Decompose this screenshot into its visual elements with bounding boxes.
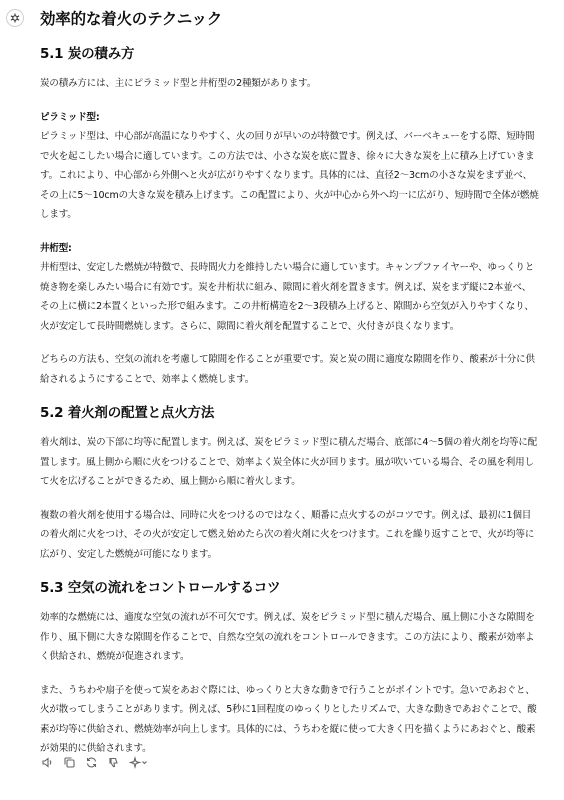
section-5-1-outro: どちらの方法も、空気の流れを考慮して隙間を作ることが重要です。炭と炭の間に適度な隙間を作り、酸素が十分に供給されるようにすることで、効率よく燃焼します。: [40, 354, 535, 385]
section-5-3-p1: 効率的な燃焼には、適度な空気の流れが不可欠です。例えば、炭をピラミッド型に積んだ場合、風上側に小さな隙間を作り、風下側に大きな隙間を作ることで、自然な空気の流れをコントロールできます。この方法により、酸素が効率よく供給され、燃焼が促進されます。: [40, 612, 535, 662]
message-action-bar: [40, 755, 150, 769]
section-5-2-p1: 着火剤は、炭の下部に均等に配置します。例えば、炭をピラミッド型に積んだ場合、底部に4〜5個の着火剤を均等に配置します。風上側から順に火をつけることで、効率よく炭全体に火が回ります。風が吹いている場合、その風を利用して火を広げることができるため、風上側から順に着火します。: [40, 437, 538, 487]
message-title: 効率的な着火のテクニック: [40, 10, 223, 28]
section-5-1-intro: 炭の積み方には、主にピラミッド型と井桁型の2種類があります。: [40, 78, 317, 89]
openai-logo-icon: [9, 12, 21, 24]
section-heading-5-3: 5.3 空気の流れをコントロールするコツ: [40, 580, 281, 596]
copy-button[interactable]: [62, 755, 76, 769]
model-switch-button[interactable]: [128, 755, 150, 769]
section-5-2-p2: 複数の着火剤を使用する場合は、同時に火をつけるのではなく、順番に点火するのがコツです。例えば、最初に1個目の着火剤に火をつけ、その火が安定して燃え始めたら次の着火剤に火をつけます。これを繰り返すことで、火が均等に広がり、安定した燃焼が可能になります。: [40, 509, 535, 560]
thumbs-down-button[interactable]: [106, 755, 120, 769]
regenerate-button[interactable]: [84, 755, 98, 769]
section-5-3-p2: また、うちわや扇子を使って炭をあおぐ際には、ゆっくりと大きな動きで行うことがポイントです。急いであおぐと、火が散ってしまうことがあります。例えば、5秒に1回程度のゆっくりとしたリズムで、大きな動きであおぐことで、酸素が均等に供給され、燃焼効率が向上します。具体的には、うちわを縦に使って大きく円を描くようにあおぐと、酸素が効果的に供給されます。: [40, 684, 537, 754]
igeta-paragraph: [40, 239, 540, 337]
copy-icon: [63, 756, 76, 769]
section-heading-5-2: 5.2 着火剤の配置と点火方法: [40, 405, 215, 421]
pyramid-label: ピラミッド型:: [40, 111, 100, 123]
speaker-icon: [41, 756, 54, 769]
assistant-message: [40, 8, 540, 773]
sparkle-model-icon: [129, 756, 149, 769]
assistant-avatar: [6, 9, 24, 27]
read-aloud-button[interactable]: [40, 755, 54, 769]
thumbs-down-icon: [107, 756, 120, 769]
pyramid-text: ピラミッド型は、中心部が高温になりやすく、火の回りが早いのが特徴です。例えば、バーベキューをする際、短時間で火を起こしたい場合に適しています。この方法では、小さな炭を底に置き、徐々に大きな炭を上に積み上げていきます。これにより、中心部から外側へと火が広がりやすくなります。具体的には、直径2〜3cmの小さな炭をまず並べ、その上に5〜10cmの大きな炭を積み上げます。この配置により、火が中心から外へ均一に広がり、短時間で全体が燃焼します。: [40, 131, 539, 220]
section-heading-5-1: 5.1 炭の積み方: [40, 46, 135, 62]
igeta-label: 井桁型:: [40, 242, 72, 254]
pyramid-paragraph: [40, 108, 540, 225]
regenerate-icon: [85, 756, 98, 769]
igeta-text: 井桁型は、安定した燃焼が特徴で、長時間火力を維持したい場合に適しています。キャンプファイヤーや、ゆっくりと焼き物を楽しみたい場合に有効です。炭を井桁状に組み、隙間に着火剤を置きます。例えば、炭をまず縦に2本並べ、その上に横に2本置くといった形で組みます。この井桁構造を2〜3段積み上げると、隙間から空気が入りやすくなり、火が安定して長時間燃焼します。さらに、隙間に着火剤を配置することで、火付きが良くなります。: [40, 262, 535, 332]
